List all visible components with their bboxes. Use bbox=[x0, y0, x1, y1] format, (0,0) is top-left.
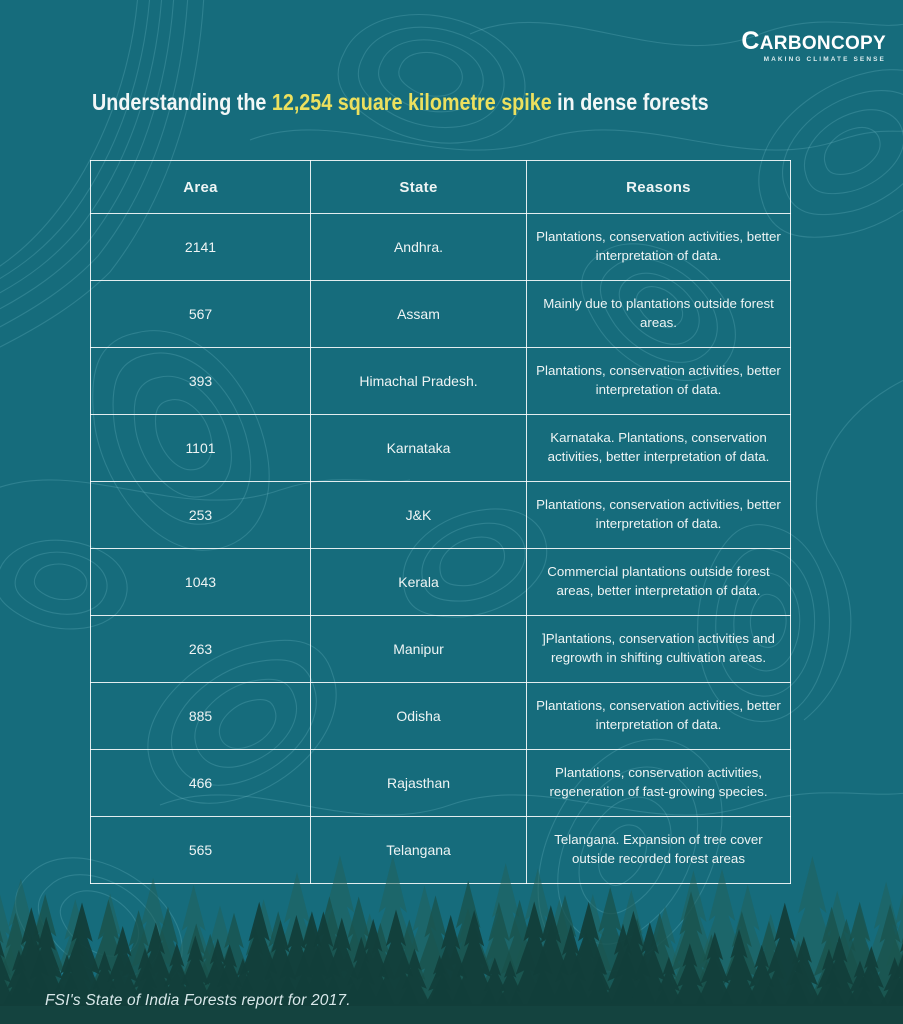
table-row bbox=[91, 415, 791, 482]
table-header-row bbox=[91, 161, 791, 214]
reasons-cell: Mainly due to plantations outside forest areas. bbox=[527, 281, 791, 348]
area-cell: 885 bbox=[91, 683, 311, 750]
title-prefix: Understanding the bbox=[92, 89, 272, 115]
source-citation: FSI's State of India Forests report for 2017. bbox=[45, 992, 351, 1009]
reasons-cell: ]Plantations, conservation activities and regrowth in shifting cultivation areas. bbox=[527, 616, 791, 683]
state-cell: Kerala bbox=[311, 549, 527, 616]
logo-wordmark: CARBONCOPY bbox=[741, 27, 886, 55]
reasons-cell: Telangana. Expansion of tree cover outside recorded forest areas bbox=[527, 817, 791, 884]
reasons-cell: Commercial plantations outside forest areas, better interpretation of data. bbox=[527, 549, 791, 616]
reasons-cell: Plantations, conservation activities, better interpretation of data. bbox=[527, 482, 791, 549]
reasons-cell: Plantations, conservation activities, better interpretation of data. bbox=[527, 683, 791, 750]
state-cell: Andhra. bbox=[311, 214, 527, 281]
state-cell: Rajasthan bbox=[311, 750, 527, 817]
area-cell: 1043 bbox=[91, 549, 311, 616]
state-cell: J&K bbox=[311, 482, 527, 549]
column-header-reasons: Reasons bbox=[527, 161, 791, 214]
state-cell: Odisha bbox=[311, 683, 527, 750]
area-cell: 263 bbox=[91, 616, 311, 683]
page-title bbox=[92, 89, 709, 116]
area-cell: 565 bbox=[91, 817, 311, 884]
column-header-state: State bbox=[311, 161, 527, 214]
table-row bbox=[91, 281, 791, 348]
state-cell: Karnataka bbox=[311, 415, 527, 482]
carboncopy-logo bbox=[741, 29, 886, 63]
table-row bbox=[91, 750, 791, 817]
area-cell: 253 bbox=[91, 482, 311, 549]
title-highlight: 12,254 square kilometre spike bbox=[271, 89, 552, 115]
logo-tagline: MAKING CLIMATE SENSE bbox=[763, 56, 886, 63]
reasons-cell: Plantations, conservation activities, better interpretation of data. bbox=[527, 214, 791, 281]
area-cell: 2141 bbox=[91, 214, 311, 281]
table-row bbox=[91, 348, 791, 415]
table-row bbox=[91, 482, 791, 549]
reasons-cell: Plantations, conservation activities, better interpretation of data. bbox=[527, 348, 791, 415]
state-cell: Manipur bbox=[311, 616, 527, 683]
title-suffix: in dense forests bbox=[551, 89, 709, 115]
table-row bbox=[91, 683, 791, 750]
reasons-cell: Plantations, conservation activities, regeneration of fast-growing species. bbox=[527, 750, 791, 817]
table-row bbox=[91, 214, 791, 281]
column-header-area: Area bbox=[91, 161, 311, 214]
table-row bbox=[91, 616, 791, 683]
state-cell: Himachal Pradesh. bbox=[311, 348, 527, 415]
area-cell: 567 bbox=[91, 281, 311, 348]
forest-spike-table bbox=[90, 160, 791, 884]
table-row bbox=[91, 549, 791, 616]
area-cell: 393 bbox=[91, 348, 311, 415]
state-cell: Assam bbox=[311, 281, 527, 348]
area-cell: 1101 bbox=[91, 415, 311, 482]
reasons-cell: Karnataka. Plantations, conservation activities, better interpretation of data. bbox=[527, 415, 791, 482]
state-cell: Telangana bbox=[311, 817, 527, 884]
area-cell: 466 bbox=[91, 750, 311, 817]
